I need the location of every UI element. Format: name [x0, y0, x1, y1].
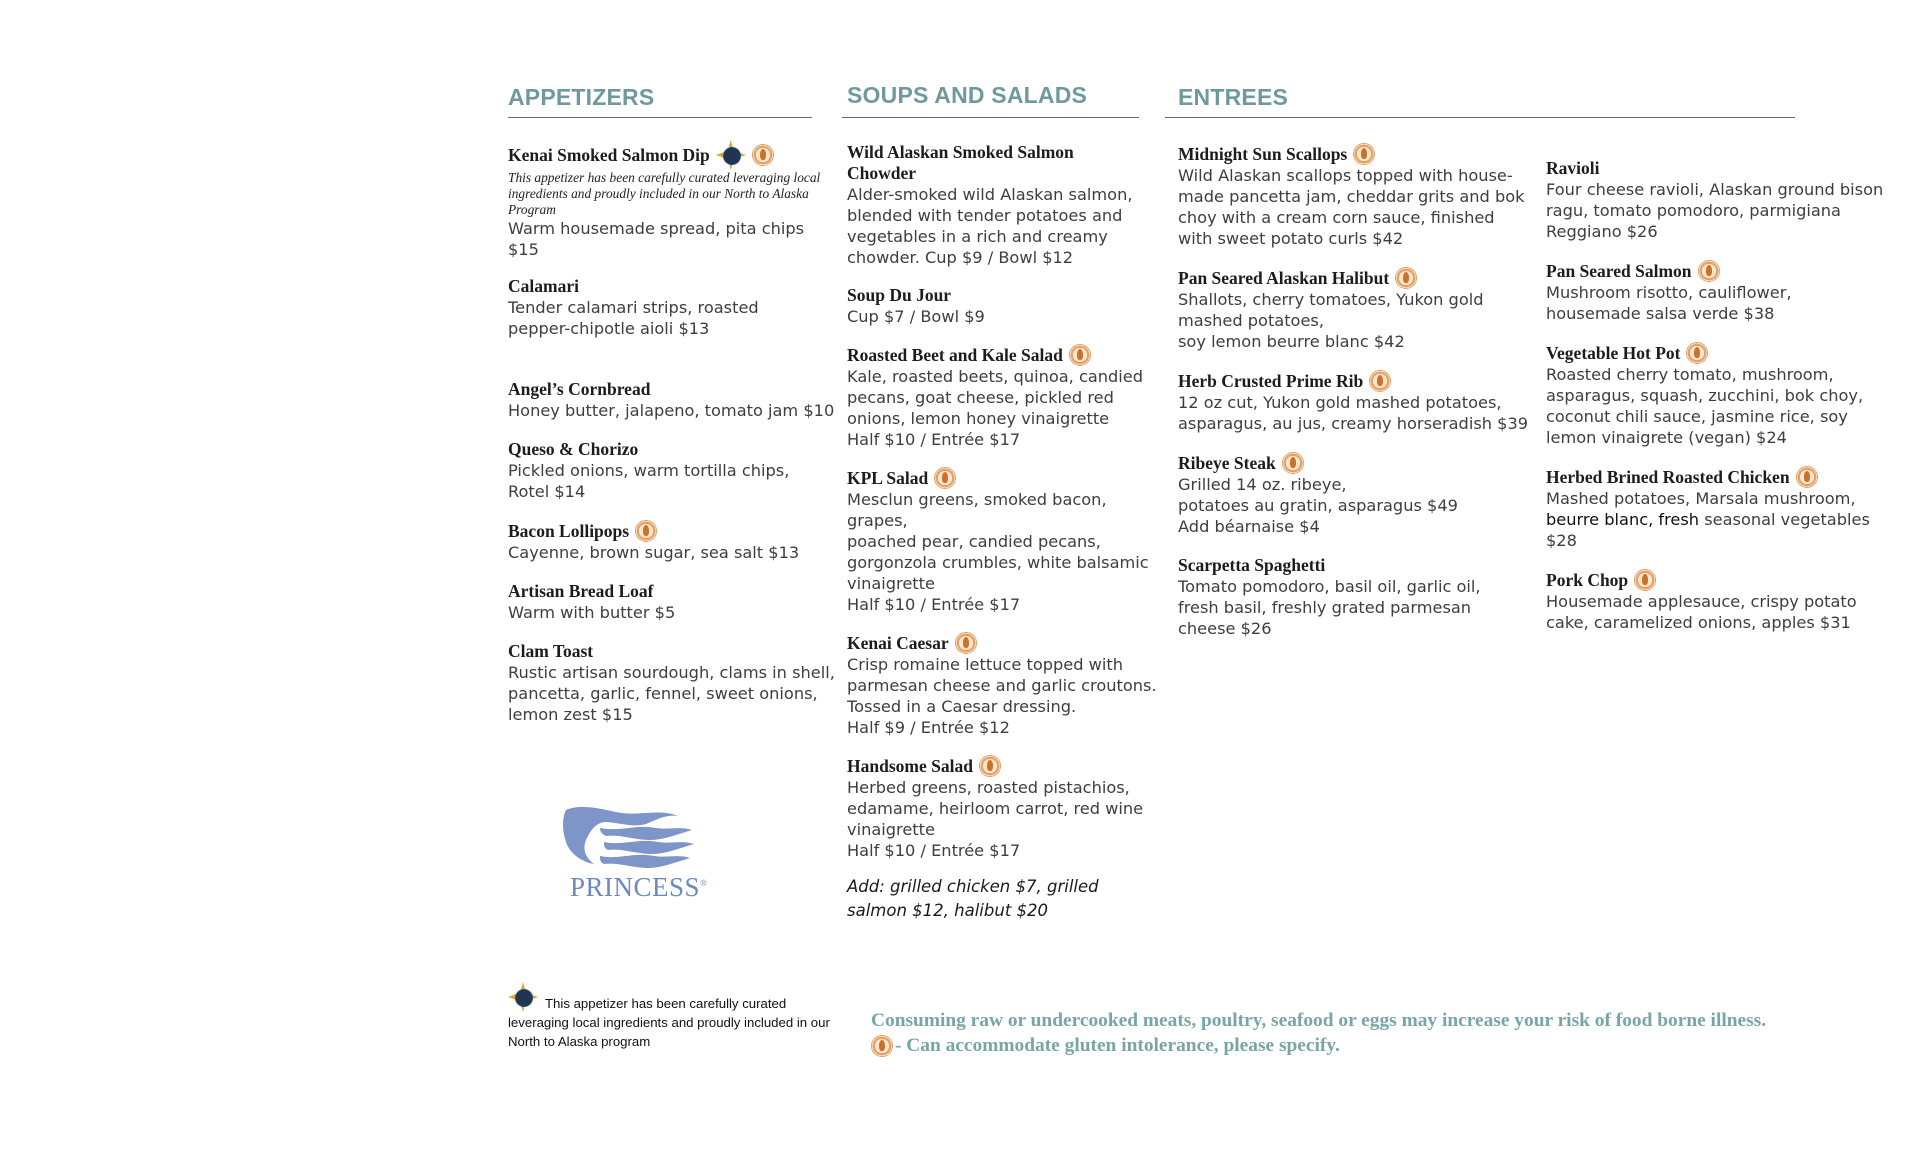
section-rule-soups-and-salads: [842, 117, 1139, 118]
gluten-free-icon: [1796, 466, 1818, 488]
entrees-left-column: [1178, 143, 1538, 659]
item-description: Cayenne, brown sugar, sea salt $13: [508, 543, 800, 562]
warning-line-raw-food: Consuming raw or undercooked meats, poultry, seafood or eggs may increase your risk of food borne illness.: [871, 1010, 1767, 1031]
item-name: Pork Chop: [1546, 569, 1629, 590]
menu-item: [847, 632, 1167, 738]
entrees-right-column: [1546, 158, 1906, 653]
gluten-free-icon: [979, 755, 1001, 777]
item-name: Ravioli: [1546, 158, 1600, 178]
menu-item: [1546, 466, 1906, 551]
item-description: Housemade applesauce, crispy potato cake, caramelized onions, apples $31: [1546, 592, 1857, 632]
item-description: Kale, roasted beets, quinoa, candied pecans, goat cheese, pickled red onions, lemon honey vinaigrette Half $10 / Entrée $17: [847, 367, 1144, 449]
gluten-free-icon: [1282, 452, 1304, 474]
item-description: Cup $7 / Bowl $9: [847, 307, 985, 326]
item-description: Honey butter, jalapeno, tomato jam $10: [508, 401, 835, 420]
item-note: This appetizer has been carefully curated leveraging local ingredients and proudly included in our North to Alaska Program: [508, 170, 821, 217]
gluten-free-icon: [1069, 344, 1091, 366]
item-description: Tender calamari strips, roasted pepper-chipotle aioli $13: [508, 298, 759, 338]
item-name: Herbed Brined Roasted Chicken: [1546, 466, 1790, 487]
menu-item: [847, 285, 1167, 327]
item-name: Angel’s Cornbread: [508, 379, 651, 399]
item-description: Roasted cherry tomato, mushroom, asparagus, squash, zucchini, bok choy, coconut chili sauce, jasmine rice, soy lemon vinaigrete (vegan) $24: [1546, 365, 1864, 447]
north-to-alaska-icon: [716, 140, 746, 170]
item-name: Soup Du Jour: [847, 285, 952, 305]
menu-item: [508, 140, 838, 260]
north-to-alaska-icon: [508, 982, 538, 1012]
item-name: Artisan Bread Loaf: [508, 581, 654, 601]
item-name: Vegetable Hot Pot: [1546, 342, 1681, 363]
menu-item: [1178, 143, 1538, 249]
menu-item: [508, 520, 838, 563]
menu-item: [1178, 452, 1538, 537]
gluten-free-icon: [1353, 143, 1375, 165]
menu-item: [1178, 370, 1538, 434]
menu-item: [508, 379, 838, 421]
gluten-free-icon: [1698, 260, 1720, 282]
menu-item: [847, 344, 1167, 450]
menu-item: [847, 142, 1167, 268]
warning-line-gluten: - Can accommodate gluten intolerance, please specify.: [895, 1035, 1340, 1056]
item-name: Queso & Chorizo: [508, 439, 639, 459]
item-name: Herb Crusted Prime Rib: [1178, 370, 1364, 391]
section-rule-appetizers: [508, 117, 812, 118]
item-description: Alder-smoked wild Alaskan salmon, blended with tender potatoes and vegetables in a rich and creamy chowder. Cup $9 / Bowl $12: [847, 185, 1133, 267]
gluten-free-icon: [1369, 370, 1391, 392]
item-description: 12 oz cut, Yukon gold mashed potatoes, asparagus, au jus, creamy horseradish $39: [1178, 393, 1529, 433]
menu-item: [1178, 555, 1538, 639]
menu-item: [1178, 267, 1538, 352]
item-name: Kenai Smoked Salmon Dip: [508, 144, 710, 165]
item-description: Mushroom risotto, cauliflower, housemade salsa verde $38: [1546, 283, 1792, 323]
gluten-free-icon: [1686, 342, 1708, 364]
menu-item: [847, 755, 1167, 861]
item-description: Pickled onions, warm tortilla chips, Rotel $14: [508, 461, 790, 501]
princess-wave-emblem-icon: [560, 806, 700, 874]
item-name: Pan Seared Alaskan Halibut: [1178, 267, 1390, 288]
menu-item: [847, 467, 1167, 615]
menu-item: [508, 439, 838, 502]
item-name: Ribeye Steak: [1178, 452, 1276, 473]
gluten-free-icon: [1395, 267, 1417, 289]
menu-item: [508, 641, 838, 725]
item-description: Four cheese ravioli, Alaskan ground bison ragu, tomato pomodoro, parmigiana Reggiano $26: [1546, 180, 1884, 241]
item-description: Warm with butter $5: [508, 603, 676, 622]
item-name: Calamari: [508, 276, 579, 296]
princess-wordmark: PRINCESS®: [570, 872, 708, 902]
section-title-appetizers: APPETIZERS: [508, 84, 655, 110]
menu-item: [508, 581, 838, 623]
item-name: KPL Salad: [847, 467, 929, 488]
item-name: Roasted Beet and Kale Salad: [847, 344, 1063, 365]
food-safety-warning: [871, 1008, 1911, 1058]
legend-text: This appetizer has been carefully curated leveraging local ingredients and proudly included in our North to Alaska program: [508, 996, 830, 1049]
north-to-alaska-legend: [508, 985, 848, 1051]
add-protein-note: Add: grilled chicken $7, grilled salmon $12, halibut $20: [847, 877, 1099, 920]
item-name: Bacon Lollipops: [508, 520, 630, 541]
section-title-soups-and-salads: SOUPS AND SALADS: [847, 82, 1088, 108]
gluten-free-icon: [752, 144, 774, 166]
menu-item: [1546, 342, 1906, 448]
gluten-free-icon: [955, 632, 977, 654]
item-name: Wild Alaskan Smoked Salmon Chowder: [847, 142, 1074, 183]
menu-item: [508, 276, 838, 339]
princess-logo: [560, 806, 710, 902]
gluten-free-icon: [871, 1035, 893, 1057]
item-description: Mesclun greens, smoked bacon, grapes, poached pear, candied pecans, gorgonzola crumbles, white balsamic vinaigrette Half $10 / Entrée $17: [847, 490, 1149, 614]
item-description: Tomato pomodoro, basil oil, garlic oil, fresh basil, freshly grated parmesan cheese $26: [1178, 577, 1481, 638]
item-description: Rustic artisan sourdough, clams in shell, pancetta, garlic, fennel, sweet onions, lemon zest $15: [508, 663, 835, 724]
section-title-entrees: ENTREES: [1178, 84, 1289, 110]
menu-item: [1546, 569, 1906, 633]
item-name: Handsome Salad: [847, 755, 973, 776]
item-description: Warm housemade spread, pita chips $15: [508, 219, 805, 259]
item-name: Midnight Sun Scallops: [1178, 143, 1348, 164]
item-description: Mashed potatoes, Marsala mushroom, beurre blanc, fresh seasonal vegetables $28: [1546, 489, 1870, 550]
item-description: Wild Alaskan scallops topped with house- made pancetta jam, cheddar grits and bok choy with a cream corn sauce, finished with sweet potato curls $42: [1178, 166, 1525, 248]
section-rule-entrees: [1165, 117, 1795, 118]
item-description: Crisp romaine lettuce topped with parmesan cheese and garlic croutons. Tossed in a Caesar dressing. Half $9 / Entrée $12: [847, 655, 1157, 737]
gluten-free-icon: [635, 520, 657, 542]
item-name: Kenai Caesar: [847, 632, 949, 653]
item-name: Scarpetta Spaghetti: [1178, 555, 1326, 575]
appetizers-column: [508, 140, 838, 745]
soups-and-salads-column: [847, 142, 1167, 923]
menu-item: [1546, 158, 1906, 242]
item-name: Clam Toast: [508, 641, 594, 661]
gluten-free-icon: [1634, 569, 1656, 591]
item-description: Grilled 14 oz. ribeye, potatoes au gratin, asparagus $49 Add béarnaise $4: [1178, 475, 1458, 536]
item-description: Shallots, cherry tomatoes, Yukon gold mashed potatoes, soy lemon beurre blanc $42: [1178, 290, 1484, 351]
gluten-free-icon: [934, 467, 956, 489]
menu-item: [1546, 260, 1906, 324]
item-name: Pan Seared Salmon: [1546, 260, 1692, 281]
item-description: Herbed greens, roasted pistachios, edamame, heirloom carrot, red wine vinaigrette Half $10 / Entrée $17: [847, 778, 1144, 860]
